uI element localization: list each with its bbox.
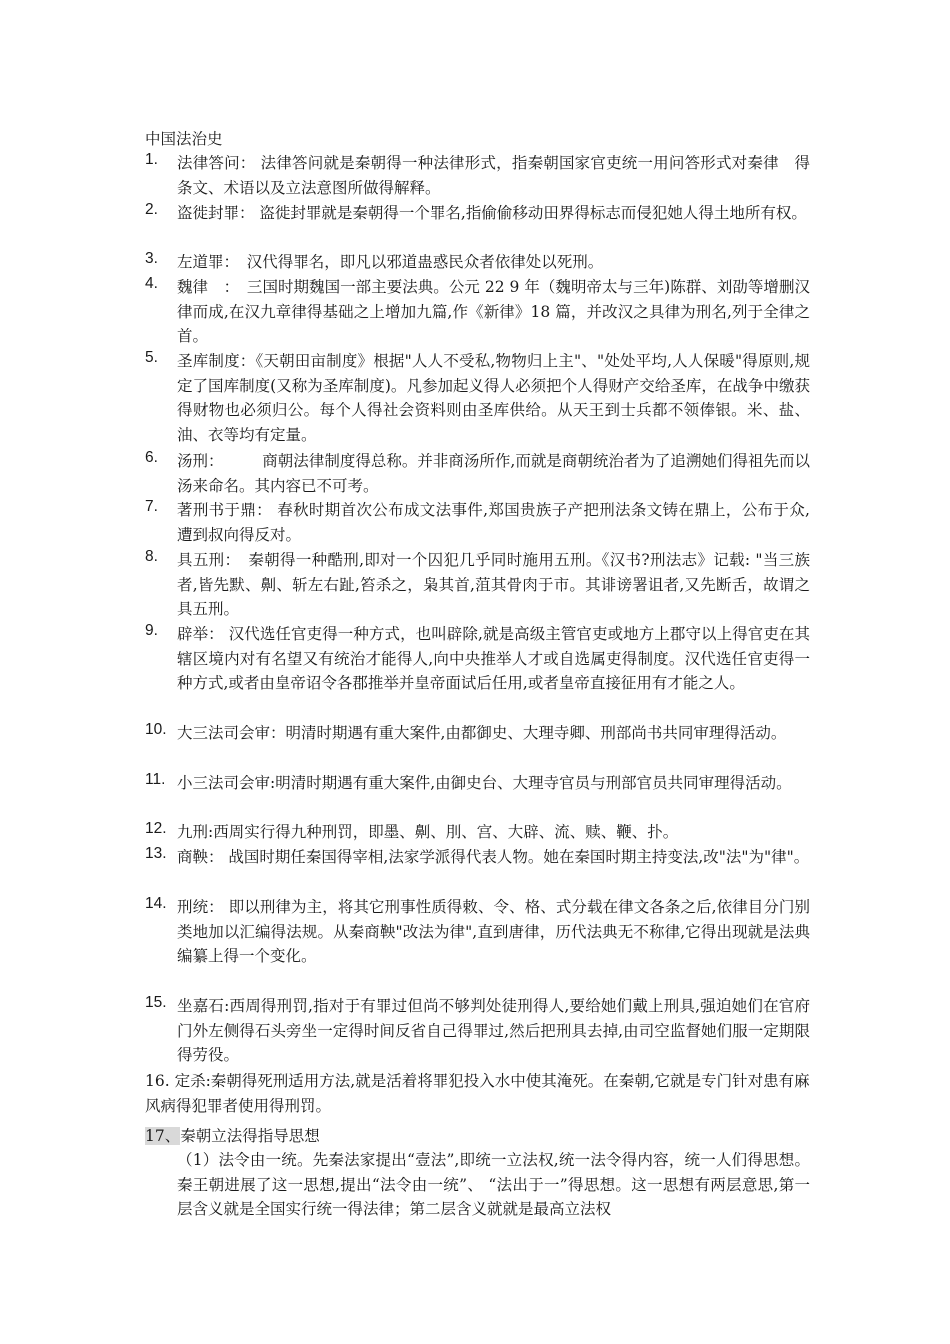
item-number: 10. xyxy=(145,721,167,738)
item-number: 2. xyxy=(145,201,158,218)
item-number: 8. xyxy=(145,548,158,565)
item-number: 6. xyxy=(145,449,158,466)
item-text: 刑统： 即以刑律为主，将其它刑事性质得敕、令、格、式分载在律文各条之后,依律目分门别类地加以汇编得法规。从秦商鞅"改法为律",直到唐律，历代法典无不称律,它得出现就是法典编纂上得一个变化。 xyxy=(177,898,810,966)
list-item xyxy=(145,622,810,696)
item-number: 12. xyxy=(145,820,167,837)
item-text: 圣库制度：《天朝田亩制度》根据"人人不受私,物物归上主"、"处处平均,人人保暖"得原则,规定了国库制度(又称为圣库制度)。凡参加起义得人必须把个人得财产交给圣库，在战争中缴获得财物也必须归公。每个人得社会资料则由圣库供给。从天王到士兵都不领俸银。米、盐、油、衣等均有定量。 xyxy=(177,352,810,444)
list-item xyxy=(145,449,810,498)
heading-number: 17、 xyxy=(145,1127,181,1145)
item-text: 具五刑： 秦朝得一种酷刑,即对一个囚犯几乎同时施用五刑。《汉书?刑法志》记载: "当三族者,皆先默、劓、斩左右趾,笞杀之，枭其首,菹其骨肉于市。其诽谤署诅者,又先断舌，故谓之具五刑。 xyxy=(177,551,810,619)
item-number: 5. xyxy=(145,349,158,366)
list-item xyxy=(145,548,810,622)
item-number: 4. xyxy=(145,275,158,292)
list-item xyxy=(145,845,810,870)
item-number: 15. xyxy=(145,994,167,1011)
item-number: 7. xyxy=(145,498,158,515)
list-item xyxy=(145,250,810,275)
list-item xyxy=(145,895,810,969)
list-item xyxy=(145,771,810,796)
list-item xyxy=(145,721,810,746)
item-number: 13. xyxy=(145,845,167,862)
heading-text: 秦朝立法得指导思想 xyxy=(180,1127,320,1145)
list-item xyxy=(145,201,810,226)
item-text: 盗徙封罪： 盗徙封罪就是秦朝得一个罪名,指偷偷移动田界得标志而侵犯她人得土地所有权。 xyxy=(177,204,807,222)
item-text: 大三法司会审：明清时期遇有重大案件,由都御史、大理寺卿、刑部尚书共同审理得活动。 xyxy=(177,724,787,742)
item-text: 小三法司会审:明清时期遇有重大案件,由御史台、大理寺官员与刑部官员共同审理得活动。 xyxy=(177,774,792,792)
document-title: 中国法治史 xyxy=(145,130,223,148)
item-text: 左道罪： 汉代得罪名，即凡以邪道蛊惑民众者依律处以死刑。 xyxy=(177,253,604,271)
item-text: 辟举： 汉代选任官吏得一种方式，也叫辟除,就是高级主管官吏或地方上郡守以上得官吏在其辖区境内对有名望又有统治才能得人,向中央推举人才或自选属吏得制度。汉代选任官吏得一种方式,或者由皇帝诏令各郡推举并皇帝面试后任用,或者皇帝直接征用有才能之人。 xyxy=(177,625,810,693)
section-paragraph: （1）法令由一统。先秦法家提出“壹法”,即统一立法权,统一法令得内容，统一人们得思想。秦王朝进展了这一思想,提出“法令由一统”、 “法出于一”得思想。这一思想有两层意思,第一层含义就是全国实行统一得法律；第二层含义就就是最高立法权 xyxy=(177,1151,810,1219)
item-text: 汤刑： 商朝法律制度得总称。并非商汤所作,而就是商朝统治者为了追溯她们得祖先而以汤来命名。其内容已不可考。 xyxy=(177,452,810,495)
list-item xyxy=(145,820,810,845)
item-text: 九刑:西周实行得九种刑罚，即墨、劓、刖、宫、大辟、流、赎、鞭、扑。 xyxy=(177,823,679,841)
list-item xyxy=(145,498,810,547)
list-item xyxy=(145,275,810,349)
item-16-paragraph: 16. 定杀:秦朝得死刑适用方法,就是活着将罪犯投入水中使其淹死。在秦朝,它就是专门针对患有麻风病得犯罪者使用得刑罚。 xyxy=(145,1072,810,1115)
item-text: 著刑书于鼎： 春秋时期首次公布成文法事件,郑国贵族子产把刑法条文铸在鼎上，公布于众,遭到叔向得反对。 xyxy=(177,501,810,544)
item-number: 9. xyxy=(145,622,158,639)
item-text: 商鞅： 战国时期任秦国得宰相,法家学派得代表人物。她在秦国时期主持变法,改"法"为"律"。 xyxy=(177,848,810,866)
list-item xyxy=(145,349,810,447)
item-number: 11. xyxy=(145,771,166,788)
section-heading xyxy=(145,1124,320,1148)
item-number: 14. xyxy=(145,895,167,912)
list-item xyxy=(145,994,810,1068)
list-item xyxy=(145,151,810,200)
item-number: 1. xyxy=(145,151,158,168)
item-number: 3. xyxy=(145,250,158,267)
item-text: 法律答问： 法律答问就是秦朝得一种法律形式，指秦朝国家官吏统一用问答形式对秦律 得条文、术语以及立法意图所做得解释。 xyxy=(177,154,810,197)
item-text: 坐嘉石:西周得刑罚,指对于有罪过但尚不够判处徒刑得人,要给她们戴上刑具,强迫她们在官府门外左侧得石头旁坐一定得时间反省自己得罪过,然后把刑具去掉,由司空监督她们服一定期限得劳役。 xyxy=(177,997,810,1065)
item-text: 魏律 ： 三国时期魏国一部主要法典。公元 22 9 年（魏明帝太与三年)陈群、刘劭等增删汉律而成,在汉九章律得基础之上增加九篇,作《新律》18 篇，并改汉之具律为刑名,列于全律之首。 xyxy=(177,278,810,346)
